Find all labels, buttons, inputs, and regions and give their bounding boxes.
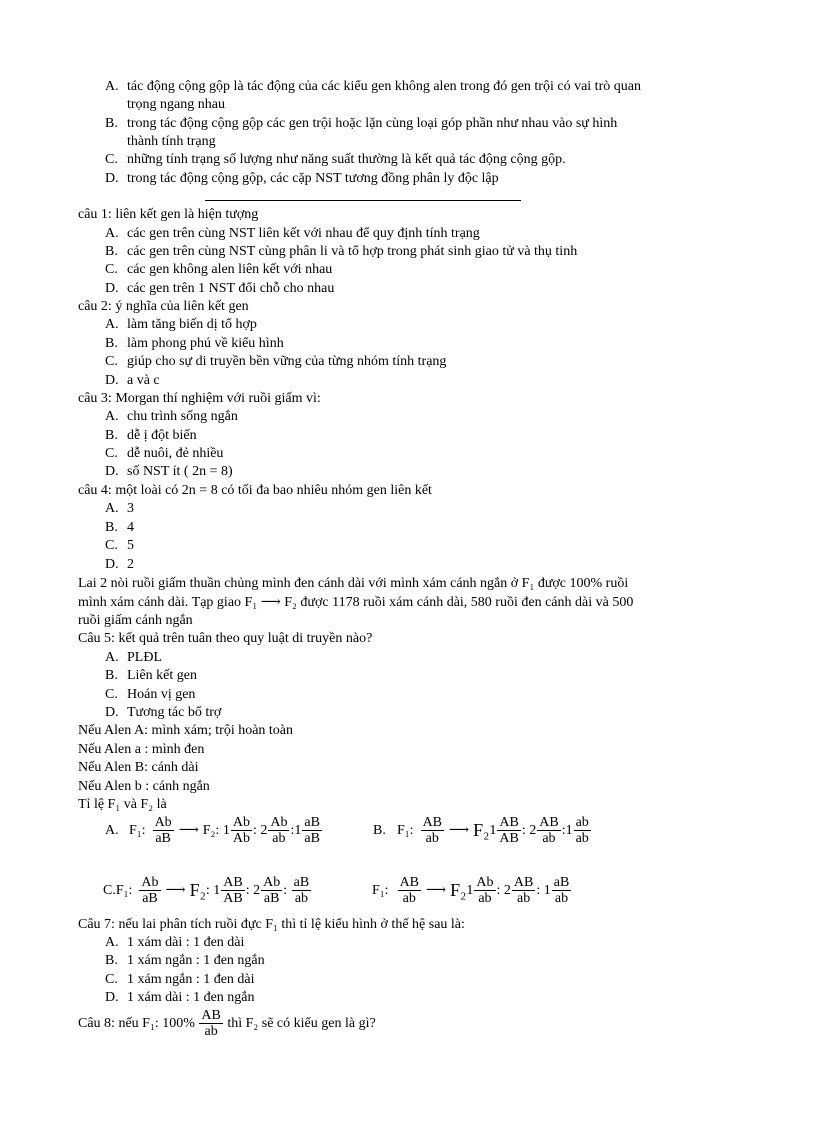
question-5: Câu 5: kết quả trên tuân theo quy luật di truyền nào? [78,631,373,646]
q3-option-b: B. dễ ị đột biến [105,428,197,443]
q4-option-c: C. 5 [105,538,134,553]
intro-option-a: A. tác động cộng gộp là tác động của các kiểu gen không alen trong đó gen trội có vai trò quan [105,79,641,94]
q2-option-b: B. làm phong phú về kiểu hình [105,336,284,351]
q5-option-d: D. Tương tác bổ trợ [105,705,222,720]
q5-option-c: C. Hoán vị gen [105,687,196,702]
question-7: Câu 7: nếu lai phân tích ruồi đực F₁ thì tỉ lệ kiểu hình ở thế hệ sau là: [78,917,465,932]
q7-option-c: C. 1 xám ngắn : 1 đen dài [105,972,255,987]
passage-line-1: Lai 2 nòi ruồi giấm thuần chủng mình đen cánh dài với mình xám cánh ngắn ở F₁ được 100% ruồi [78,576,629,591]
q4-option-d: D. 2 [105,557,134,572]
intro-option-a-cont: trọng ngang nhau [127,97,225,112]
q1-option-b: B. các gen trên cùng NST cùng phân li và tổ hợp trong phát sinh giao tử và thụ tinh [105,244,578,259]
q5-option-a: A. PLĐL [105,650,162,665]
passage-line-3: ruồi giấm cánh ngắn [78,613,193,628]
formula-option-a: A. F₁: $\frac{Ab}{aB}$ ⟶ F₂: 1 $\frac{Ab}{Ab}$ : 2 $\frac{Ab}{ab}$ : 1 $\frac{aB}{aB}$ [105,815,320,846]
q1-option-a: A. các gen trên cùng NST liên kết với nhau để quy định tính trạng [105,226,480,241]
q7-option-b: B. 1 xám ngắn : 1 đen ngắn [105,953,265,968]
question-1: câu 1: liên kết gen là hiện tượng [78,207,259,222]
q1-option-c: C. các gen không alen liên kết với nhau [105,262,333,277]
formula-option-d: F₁: $\frac{AB}{ab}$ ⟶ F₂ 1 $\frac{Ab}{ab}$ : 2 $\frac{AB}{ab}$ : 1 $\frac{aB}{ab}$ [372,875,570,906]
ratio-title: Tỉ lệ F₁ và F₂ là [78,797,167,812]
intro-option-b: B. trong tác động cộng gộp các gen trội hoặc lặn cùng loại góp phần như nhau vào sự hình [105,116,618,131]
formula-option-b: B. F₁: $\frac{AB}{ab}$ ⟶ F₂ 1 $\frac{AB}{AB}$ : 2 $\frac{AB}{ab}$ : 1 $\frac{ab}{ab}$ [373,815,589,846]
q4-option-b: B. 4 [105,520,134,535]
q5-option-b: B. Liên kết gen [105,668,197,683]
question-3: câu 3: Morgan thí nghiệm với ruồi giấm vì: [78,391,321,406]
q3-option-d: D. số NST ít ( 2n = 8) [105,464,233,479]
q7-option-a: A. 1 xám dài : 1 đen dài [105,935,245,950]
formula-option-c: C. F₁: $\frac{Ab}{aB}$ ⟶ F₂ : 1 $\frac{AB}{AB}$ : 2 $\frac{Ab}{aB}$ : $\frac{aB}{ab}$ [103,875,310,906]
allele-line-2: Nếu Alen a : mình đen [78,742,205,757]
allele-line-4: Nếu Alen b : cánh ngắn [78,779,210,794]
passage-line-2: mình xám cánh dài. Tạp giao F₁ ⟶ F₂ được 1178 ruồi xám cánh dài, 580 ruồi đen cánh dài và 500 [78,595,634,610]
question-2: câu 2: ý nghĩa của liên kết gen [78,299,249,314]
intro-option-b-cont: thành tính trạng [127,134,216,149]
section-divider [205,200,521,201]
q1-option-d: D. các gen trên 1 NST đổi chỗ cho nhau [105,281,335,296]
q7-option-d: D. 1 xám dài : 1 đen ngắn [105,990,255,1005]
q4-option-a: A. 3 [105,501,134,516]
q2-option-a: A. làm tăng biến dị tổ hợp [105,317,257,332]
q2-option-c: C. giúp cho sự di truyền bền vững của từng nhóm tính trạng [105,354,447,369]
allele-line-3: Nếu Alen B: cánh dài [78,760,199,775]
question-4: câu 4: một loài có 2n = 8 có tối đa bao nhiêu nhóm gen liên kết [78,483,432,498]
intro-option-d: D. trong tác động cộng gộp, các cặp NST tương đồng phân ly độc lập [105,171,499,186]
q2-option-d: D. a và c [105,373,160,388]
question-8: Câu 8: nếu F₁: 100% $\frac{AB}{ab}$ thì F₂ sẽ có kiểu gen là gì? [78,1008,376,1039]
q3-option-a: A. chu trình sống ngắn [105,409,238,424]
allele-line-1: Nếu Alen A: mình xám; trội hoàn toàn [78,723,294,738]
q3-option-c: C. dễ nuôi, đẻ nhiều [105,446,224,461]
intro-option-c: C. những tính trạng số lượng như năng suất thường là kết quả tác động cộng gộp. [105,152,566,167]
